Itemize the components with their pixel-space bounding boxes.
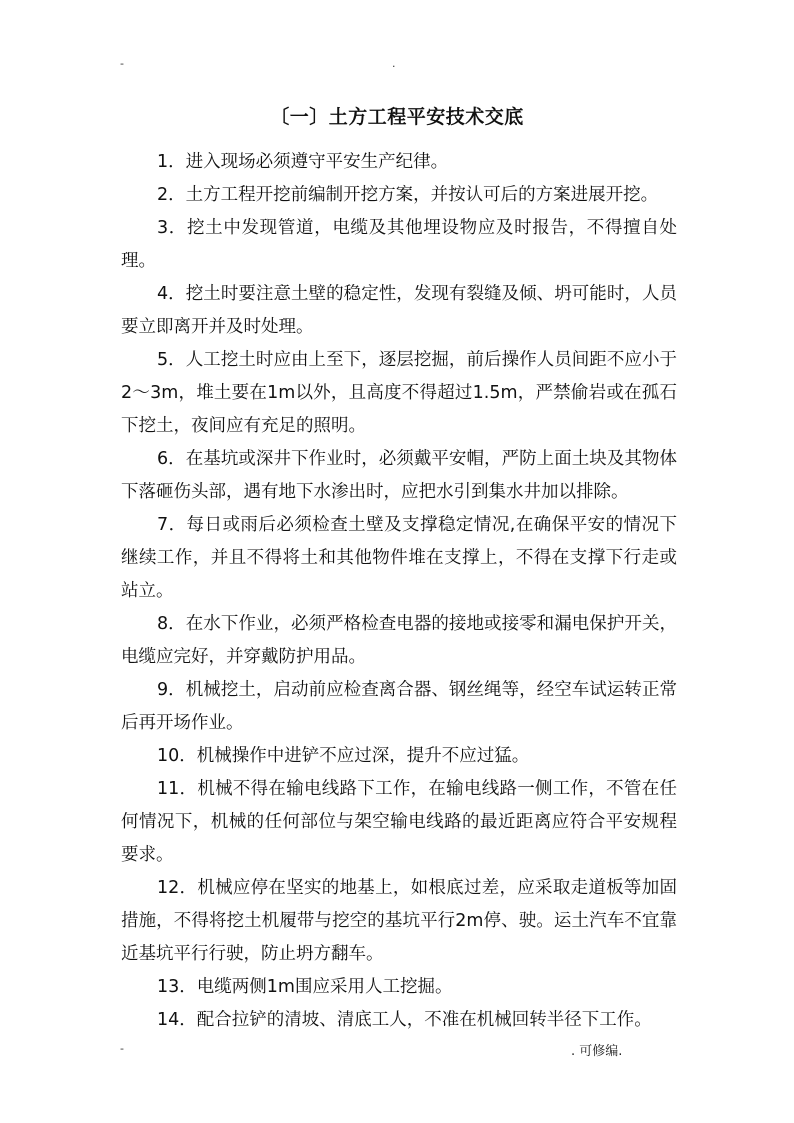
- paragraph-12: 12．机械应停在坚实的地基上，如根底过差，应采取走道板等加固措施，不得将挖土机履带与挖空的基坑平行2m停、驶。运土汽车不宜靠近基坑平行行驶，防止坍方翻车。: [121, 878, 677, 964]
- document-body: [121, 146, 677, 1037]
- document-title: 〔一〕土方工程平安技术交底: [270, 106, 524, 128]
- paragraph-14: 14．配合拉铲的清坡、清底工人，不准在机械回转半径下工作。: [157, 1010, 652, 1030]
- footer-left-mark: -: [120, 1042, 124, 1055]
- header-center-mark: .: [392, 57, 396, 70]
- paragraph-13: 13．电缆两侧1m围应采用人工挖掘。: [157, 977, 453, 997]
- paragraph-10: 10．机械操作中进铲不应过深，提升不应过猛。: [157, 746, 530, 766]
- paragraph-4: 4．挖土时要注意土壁的稳定性，发现有裂缝及倾、坍可能时，人员要立即离开并及时处理。: [121, 284, 677, 337]
- footer-editable-note: . 可修编.: [571, 1044, 623, 1059]
- header-left-mark: -: [120, 57, 124, 70]
- paragraph-5: 5．人工挖土时应由上至下，逐层挖掘，前后操作人员间距不应小于2～3m，堆土要在1m以外，且高度不得超过1.5m，严禁偷岩或在孤石下挖土，夜间应有充足的照明。: [121, 350, 677, 436]
- paragraph-7: 7．每日或雨后必须检查土壁及支撑稳定情况,在确保平安的情况下继续工作，并且不得将土和其他物件堆在支撑上，不得在支撑下行走或站立。: [121, 515, 677, 601]
- paragraph-11: 11．机械不得在输电线路下工作，在输电线路一侧工作，不管在任何情况下，机械的任何部位与架空输电线路的最近距离应符合平安规程要求。: [121, 779, 677, 865]
- paragraph-2: 2．土方工程开挖前编制开挖方案，并按认可后的方案进展开挖。: [157, 185, 659, 205]
- paragraph-6: 6．在基坑或深井下作业时，必须戴平安帽，严防上面土块及其物体下落砸伤头部，遇有地下水渗出时，应把水引到集水井加以排除。: [121, 449, 677, 502]
- paragraph-8: 8．在水下作业，必须严格检查电器的接地或接零和漏电保护开关，电缆应完好，并穿戴防护用品。: [121, 614, 677, 667]
- paragraph-1: 1．进入现场必须遵守平安生产纪律。: [157, 152, 449, 172]
- paragraph-9: 9．机械挖土，启动前应检查离合器、钢丝绳等，经空车试运转正常后再开场作业。: [121, 680, 677, 733]
- paragraph-3: 3．挖土中发现管道，电缆及其他埋设物应及时报告，不得擅自处理。: [121, 218, 677, 271]
